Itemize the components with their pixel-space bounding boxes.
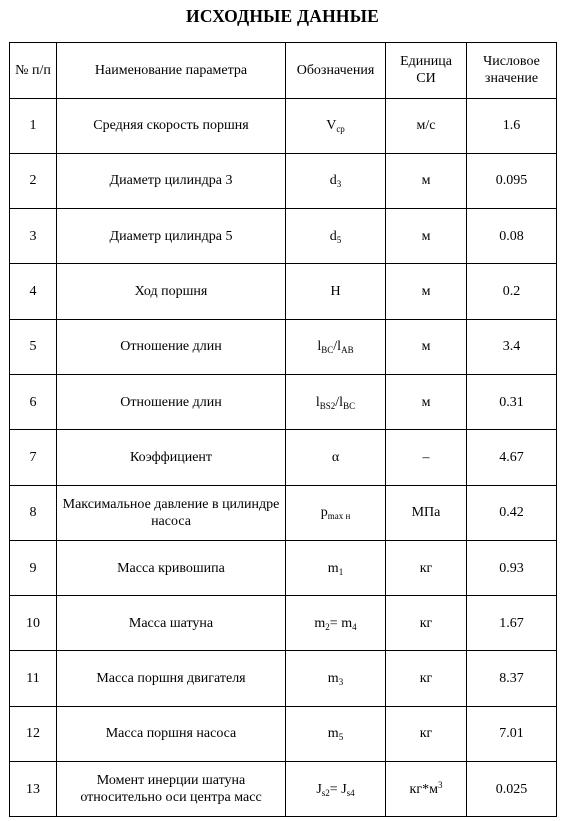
symbol-part: = J xyxy=(329,781,347,797)
cell-num: 5 xyxy=(10,319,57,374)
symbol-part: МПа xyxy=(411,505,441,521)
symbol-part: 5 xyxy=(336,234,342,245)
cell-value: 7.01 xyxy=(467,706,557,761)
symbol-part: 4 xyxy=(352,621,357,632)
cell-num: 4 xyxy=(10,264,57,319)
table-row xyxy=(10,374,557,429)
symbol-part: BC xyxy=(343,400,356,411)
cell-symbol xyxy=(286,485,386,540)
symbol-part: p xyxy=(320,505,328,521)
cell-unit xyxy=(386,153,467,208)
cell-name: Масса поршня насоса xyxy=(57,706,286,761)
cell-num: 2 xyxy=(10,153,57,208)
cell-name: Отношение длин xyxy=(57,374,286,429)
cell-value: 8.37 xyxy=(467,651,557,706)
header-unit: Единица СИ xyxy=(386,43,467,99)
symbol-part: d xyxy=(329,173,337,189)
cell-symbol xyxy=(286,430,386,485)
cell-num: 6 xyxy=(10,374,57,429)
cell-num: 3 xyxy=(10,209,57,264)
symbol-part: м/с xyxy=(416,118,436,134)
symbol-part: H xyxy=(330,284,341,300)
symbol-part: 3 xyxy=(338,677,344,688)
cell-symbol xyxy=(286,706,386,761)
cell-name: Коэффициент xyxy=(57,430,286,485)
cell-value: 0.08 xyxy=(467,209,557,264)
cell-name: Момент инерции шатуна относительно оси центра масс xyxy=(57,762,286,817)
table-row xyxy=(10,706,557,761)
cell-num: 7 xyxy=(10,430,57,485)
symbol-part: кг xyxy=(419,560,433,576)
cell-symbol xyxy=(286,264,386,319)
cell-num: 11 xyxy=(10,651,57,706)
table-row xyxy=(10,209,557,264)
header-name: Наименование параметра xyxy=(57,43,286,99)
table-row xyxy=(10,98,557,153)
symbol-part: м xyxy=(421,394,431,410)
cell-num: 13 xyxy=(10,762,57,817)
cell-name: Масса поршня двигателя xyxy=(57,651,286,706)
cell-symbol xyxy=(286,374,386,429)
cell-unit xyxy=(386,264,467,319)
symbol-part: m xyxy=(327,726,339,742)
cell-unit xyxy=(386,209,467,264)
symbol-part: кг xyxy=(419,615,433,631)
cell-unit xyxy=(386,596,467,651)
cell-value: 0.93 xyxy=(467,540,557,595)
cell-name: Отношение длин xyxy=(57,319,286,374)
symbol-part: l xyxy=(317,339,322,355)
table-row xyxy=(10,540,557,595)
symbol-part: м xyxy=(421,284,431,300)
cell-unit xyxy=(386,651,467,706)
table-row xyxy=(10,485,557,540)
cell-value: 1.6 xyxy=(467,98,557,153)
cell-value: 0.42 xyxy=(467,485,557,540)
header-num: № п/п xyxy=(10,43,57,99)
header-value: Числовое значение xyxy=(467,43,557,99)
cell-unit xyxy=(386,319,467,374)
table-row xyxy=(10,430,557,485)
table-row xyxy=(10,762,557,817)
symbol-part: BC xyxy=(321,345,334,356)
cell-name: Диаметр цилиндра 3 xyxy=(57,153,286,208)
symbol-part: s4 xyxy=(346,787,355,798)
symbol-part: 3 xyxy=(437,779,443,790)
symbol-part: d xyxy=(329,228,337,244)
symbol-part: V xyxy=(326,118,337,134)
symbol-part: 1 xyxy=(338,566,344,577)
symbol-part: max н xyxy=(327,511,351,522)
cell-value: 0.31 xyxy=(467,374,557,429)
cell-symbol xyxy=(286,540,386,595)
cell-value: 3.4 xyxy=(467,319,557,374)
symbol-part: м xyxy=(421,173,431,189)
symbol-part: m xyxy=(314,615,326,631)
symbol-part: 5 xyxy=(338,732,344,743)
symbol-part: α xyxy=(331,449,340,465)
symbol-part: кг xyxy=(419,726,433,742)
symbol-part: BS2 xyxy=(319,400,336,411)
cell-num: 10 xyxy=(10,596,57,651)
symbol-part: кг xyxy=(419,671,433,687)
symbol-part: /l xyxy=(335,394,344,410)
symbol-part: м xyxy=(421,339,431,355)
cell-name: Максимальное давление в цилиндре насоса xyxy=(57,485,286,540)
cell-value: 1.67 xyxy=(467,596,557,651)
cell-value: 0.2 xyxy=(467,264,557,319)
table-row xyxy=(10,651,557,706)
cell-value: 0.095 xyxy=(467,153,557,208)
symbol-part: = m xyxy=(329,615,353,631)
cell-unit xyxy=(386,98,467,153)
table-row xyxy=(10,319,557,374)
symbol-part: m xyxy=(327,671,339,687)
cell-num: 9 xyxy=(10,540,57,595)
symbol-part: s2 xyxy=(321,787,330,798)
cell-symbol xyxy=(286,153,386,208)
cell-value: 0.025 xyxy=(467,762,557,817)
cell-unit xyxy=(386,762,467,817)
cell-value: 4.67 xyxy=(467,430,557,485)
cell-unit xyxy=(386,540,467,595)
symbol-part: AB xyxy=(341,345,354,356)
table-header-row xyxy=(10,43,557,99)
cell-symbol xyxy=(286,319,386,374)
cell-unit xyxy=(386,485,467,540)
cell-symbol xyxy=(286,98,386,153)
symbol-part: м xyxy=(421,228,431,244)
parameters-table-body xyxy=(10,43,557,817)
cell-name: Средняя скорость поршня xyxy=(57,98,286,153)
cell-num: 12 xyxy=(10,706,57,761)
table-row xyxy=(10,264,557,319)
table-row xyxy=(10,153,557,208)
cell-symbol xyxy=(286,651,386,706)
cell-symbol xyxy=(286,762,386,817)
cell-num: 8 xyxy=(10,485,57,540)
symbol-part: 2 xyxy=(325,621,330,632)
cell-unit xyxy=(386,430,467,485)
symbol-part: m xyxy=(327,560,339,576)
cell-name: Диаметр цилиндра 5 xyxy=(57,209,286,264)
header-symbol: Обозначения xyxy=(286,43,386,99)
page-title: ИСХОДНЫЕ ДАННЫЕ xyxy=(186,6,379,26)
cell-name: Ход поршня xyxy=(57,264,286,319)
symbol-part: – xyxy=(422,449,430,465)
table-row xyxy=(10,596,557,651)
parameters-table xyxy=(9,42,557,817)
symbol-part: кг*м xyxy=(409,781,438,797)
cell-name: Масса кривошипа xyxy=(57,540,286,595)
symbol-part: 3 xyxy=(336,179,342,190)
cell-symbol xyxy=(286,209,386,264)
cell-symbol xyxy=(286,596,386,651)
symbol-part: J xyxy=(316,781,322,797)
cell-unit xyxy=(386,706,467,761)
symbol-part: ср xyxy=(336,124,345,135)
symbol-part: l xyxy=(315,394,320,410)
cell-num: 1 xyxy=(10,98,57,153)
symbol-part: /l xyxy=(333,339,342,355)
cell-name: Масса шатуна xyxy=(57,596,286,651)
cell-unit xyxy=(386,374,467,429)
